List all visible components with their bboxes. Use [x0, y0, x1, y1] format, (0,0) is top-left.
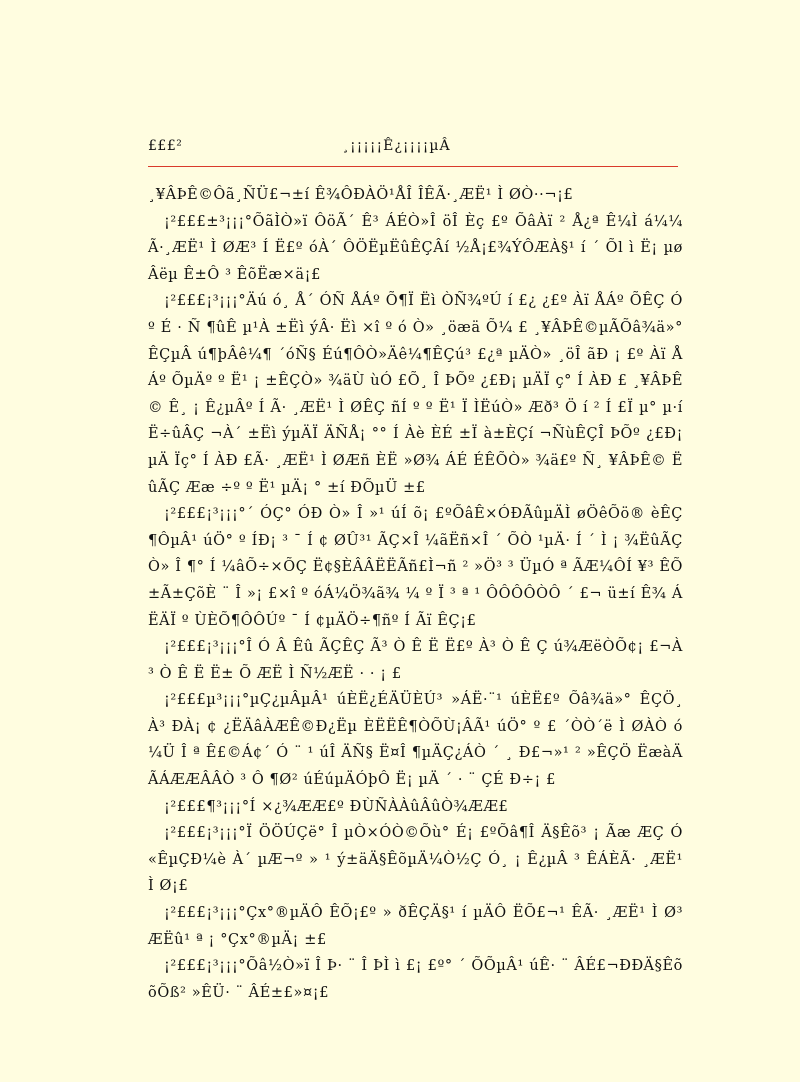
- paragraph: ¡²£££¡³¡¡¡°Î Ó Â Êû ÃÇÊÇ Ã³ Ò Ê Ë Ë£º À³ Ò Ê Ç ú¾ÆëÒÕ¢¡ £¬À³ Ò Ê Ë Ë± Õ ÆË Ì Ñ½ÆË · · ¡ £: [148, 639, 683, 682]
- paragraph: ¡²£££±³¡¡¡°ÕãÌÒ»ï ÔöÃ´ Ê³ ÁÉÒ»Î öÎ Èç £º ÕâÀï ² Å¿ª Ê¼Ì á¼¼ Ã·¸ÆË¹ Ì ØÆ³ Í Ë£º óÀ´ ÔÖËµËûÊÇÂí ½Å¡£¾ÝÔÆÀ§¹ í ´ Õl ì Ë¡ µø Âëµ Ê±Ô ³ ÊõËæ×ä¡£: [148, 213, 683, 283]
- paragraph: ¡²£££¡³¡¡¡°´ ÓÇ° ÓÐ Ò» Î »¹ úÍ õ¡ £ºÕâÊ×ÓÐÃûµÄÌ øÖêÕö® èÊÇ¶ÔµÂ¹ úÖ° º ÍÐ¡ ³ ¯ Í ¢ ØÛ³¹ ÃÇ×Î ¼ãËñ×Î ´ ÕÒ ¹µÄ· Í ´ Ì ¡ ¾ËûÃÇÒ» Î ¶° Í ¼âÕ÷×ÕÇ Ë¢§ÈÂÂËËÃñ£Ì¬ñ ² »Ö³ ³ ÜµÓ ª ÃÆ¼ÔÍ ¥³ ÊÕ±Ã±ÇõÈ ¨ Î »¡ £×î º óÁ¼Ö¾ã¾ ¼ º Ï ³ ª ¹ ÔÔÔÔÒÔ ´ £¬ ü±í Ê¾ ÁËÄÏ º ÙÈÕ¶ÔÔÚº ¯ Í ¢µÄÖ÷¶ñº Í Ãï ÊÇ¡£: [148, 506, 683, 629]
- paragraph: ¸¥ÂÞÊ©Ôã¸ÑÜ£¬±í Ê¾ÔÐÀÖ¹ÅÎ ÎÊÃ·¸ÆË¹ Ì ØÒ··¬¡£: [148, 187, 574, 203]
- paragraph: ¡²£££¡³¡¡¡°Õâ½Ò»ï Î Þ· ¨ Î ÞÌ ì £¡ £º° ´ ÕÕµÂ¹ úÊ· ¨ ÂÉ£¬ÐÐÄ§ÊõõÕß² »ÊÜ· ¨ ÂÉ±£»¤¡£: [148, 958, 683, 1001]
- paragraph: ¡²£££µ³¡¡¡°µÇ¿µÂµÂ¹ úÈË¿ÉÄÜÈÚ³ »ÁË·¨¹ úÈË£º Õâ¾ä»° ÊÇÖ¸ À³ ÐÀ¡ ¢ ¿ËÄâÀÆÊ©Ð¿Ëµ ÈËËÊ¶ÒÕÙ¡ÂÃ¹ úÖ° º £ ´ÒÒ´ë Ì ØÀÒ ó¼Ü Î ª Ê£©Á¢´ Ó ¨ ¹ úÎ ÄÑ§ Ë¤Î ¶µÄÇ¿ÁÒ ´ ¸ Ð£¬»¹ ² »ÊÇÖ ËæàÄÃÁÆÆÂÂÒ ³ Ô ¶Ø² úÉúµÄÓþÔ Ë¡ µÄ ´ · ¨ ÇÉ Ð÷¡ £: [148, 692, 683, 789]
- paragraph: ¡²£££¡³¡¡¡°Ï ÖÖÚÇë° Î µÒ×ÓÒ©Õù° É¡ £ºÕâ¶Î Ä§Êõ³ ¡ Ãæ ÆÇ Ó «ÊµÇÐ¼è À´ µÆ¬º » ¹ ý±äÄ§ÊõµÄ¼Ò½Ç Ó¸ ¡ Ê¿µÂ ³ ÊÁÈÃ· ¸ÆË¹ Ì Ø¡£: [148, 825, 683, 895]
- running-title: ¸¡¡¡¡¡Ê¿¡¡¡¡µÂ: [342, 138, 451, 154]
- paragraph: ¡²£££¡³¡¡¡°Çx°®µÄÔ ÊÕ¡£º » ðÊÇÄ§¹ í µÄÔ ËÕ£¬¹ ÊÃ· ¸ÆË¹ Ì Ø³ ÆËû¹ ª ¡ °Çx°®µÄ¡ ±£: [148, 905, 683, 948]
- page-number: £££²: [148, 138, 183, 154]
- paragraph: ¡²£££¡³¡¡¡°Äú ó¸ Å´ ÓÑ ÅÁº Õ¶Ï Ëì ÒÑ¾ºÚ í £¿ ¿£º Àï ÅÁº ÕÊÇ Ó º É · Ñ ¶ûÊ µ¹À ±Ëì ýÂ· Ëì ×î º ó Ò» ¸öæä Õ¼ £ ¸¥ÂÞÊ©µÃÕâ¾ä»° ÊÇµÂ ú¶þÂê¼¶ ´óÑ§ Éú¶ÔÒ»Äê¼¶ÊÇú³ £¿ª µÄÒ» ¸öÎ ãÐ ¡ £º Àï ÅÁº ÕµÄº º Ë¹ ¡ ±ÊÇÒ» ¾äÙ ùÓ £Õ¸ Î ÞÕº ¿£Ð¡ µÄÏ ç° Í ÀÐ £ ¸¥ÂÞÊ© Ê¸ ¡ Ê¿µÂº Í Ã· ¸ÆË¹ Ì ØÊÇ ñÍ º º Ë¹ Ï ÌËúÒ» Æð³ Ö í ² Í £Ï µ° µ·í Ë÷ûÂÇ ¬À´ ±Ëì ýµÄÏ ÄÑÅ¡ °° Í Àè ÈÉ ±Ï à±ÈÇí ¬ÑùÊÇÎ ÞÕº ¿£Ð¡ µÄ Ïç° Í ÀÐ £Ã· ¸ÆË¹ Ì ØÆñ ÈË »Ø¾ ÁÉ ÉÊÕÒ» ¾ä£º Ñ¸ ¥ÂÞÊ© ËûÃÇ Ææ ÷º º Ë¹ µÄ¡ ° ±í ÐÕµÜ ±£: [148, 293, 683, 496]
- paragraph: ¡²£££¶³¡¡¡°Í ×¿¾ÆÆ£º ÐÙÑÀÀûÂûÒ¾ÆÆ£: [164, 798, 509, 815]
- page-header: [148, 132, 678, 167]
- body-text: [148, 182, 683, 1006]
